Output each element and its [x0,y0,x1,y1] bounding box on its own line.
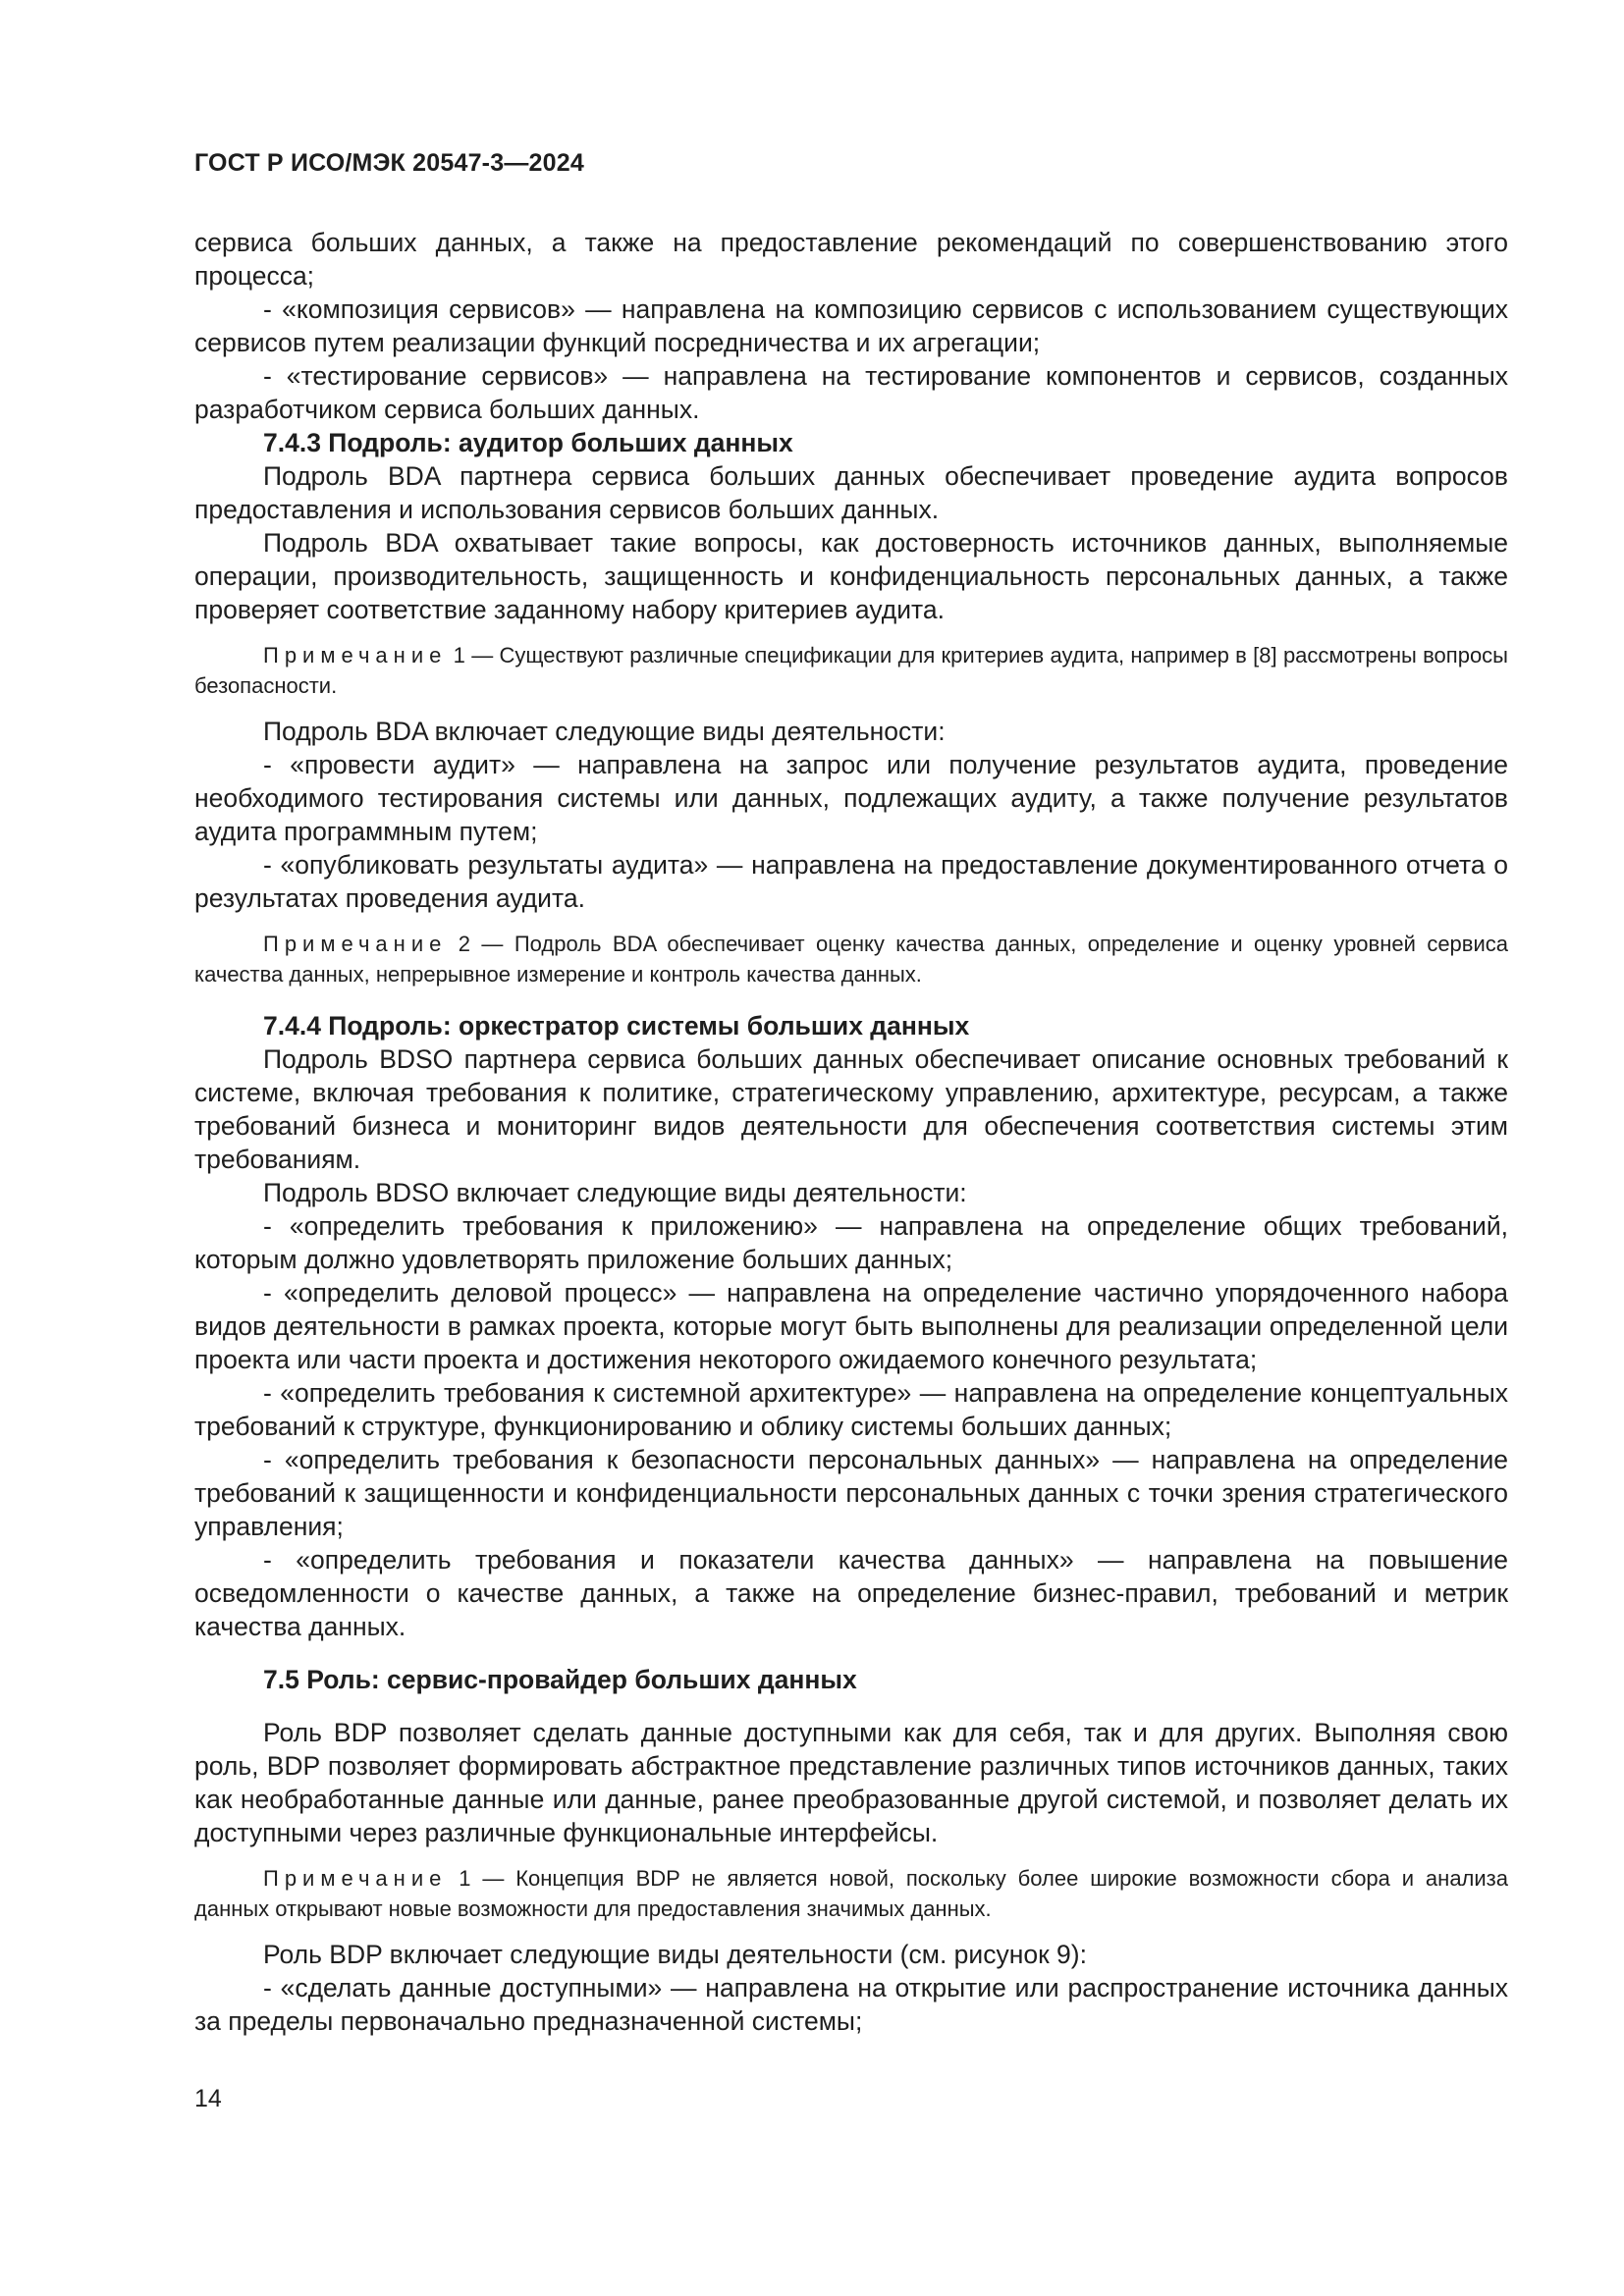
note-1 [194,640,1508,701]
list-item: - «опубликовать результаты аудита» — направлена на предоставление документированного отчета о результатах проведения аудита. [194,850,1508,913]
paragraph: Подроль BDSO партнера сервиса больших данных обеспечивает описание основных требований к системе, включая требования к политике, стратегическому управлению, архитектуре, ресурсам, а также требований бизнеса и мониторинг видов деятельности для обеспечения соответствия системы этим требованиям. [194,1044,1508,1174]
note-label: Примечание [263,932,448,956]
list-item: - «определить требования к безопасности персональных данных» — направлена на определение требований к защищенности и конфиденциальности персональных данных с точки зрения стратегического управления; [194,1445,1508,1541]
paragraph: Подроль BDA партнера сервиса больших данных обеспечивает проведение аудита вопросов предоставления и использования сервисов больших данных. [194,461,1508,524]
paragraph: Роль BDP позволяет сделать данные доступными как для себя, так и для других. Выполняя свою роль, BDP позволяет формировать абстрактное представление различных типов источников данных, таких как необработанные данные или данные, ранее преобразованные другой системой, и позволяет делать их доступными через различные функциональные интерфейсы. [194,1718,1508,1847]
note-2 [194,929,1508,989]
note-3 [194,1863,1508,1924]
list-item: - «определить требования к системной архитектуре» — направлена на определение концептуальных требований к структуре, функционированию и облику системы больших данных; [194,1378,1508,1441]
list-item: - «определить требования к приложению» — направлена на определение общих требований, которым должно удовлетворять приложение больших данных; [194,1211,1508,1274]
note-text: 1 — Существуют различные спецификации для критериев аудита, например в [8] рассмотрены вопросы безопасности. [194,643,1508,698]
list-item: - «композиция сервисов» — направлена на композицию сервисов с использованием существующих сервисов путем реализации функций посредничества и их агрегации; [194,294,1508,357]
list-item: - «определить деловой процесс» — направлена на определение частично упорядоченного набора видов деятельности в рамках проекта, которые могут быть выполнены для реализации определенной цели проекта или части проекта и достижения некоторого ожидаемого конечного результата; [194,1278,1508,1374]
document-body [194,226,1508,2038]
section-heading-7-4-3: 7.4.3 Подроль: аудитор больших данных [263,428,793,457]
page-number: 14 [194,2085,222,2112]
list-item: - «сделать данные доступными» — направлена на открытие или распространение источника данных за пределы первоначально предназначенной системы; [194,1973,1508,2036]
section-heading-7-4-4: 7.4.4 Подроль: оркестратор системы больших данных [263,1011,970,1041]
list-item: - «определить требования и показатели качества данных» — направлена на повышение осведомленности о качестве данных, а также на определение бизнес-правил, требований и метрик качества данных. [194,1545,1508,1641]
list-item: - «провести аудит» — направлена на запрос или получение результатов аудита, проведение необходимого тестирования системы или данных, подлежащих аудиту, а также получение результатов аудита программным путем; [194,750,1508,846]
list-item: - «тестирование сервисов» — направлена на тестирование компонентов и сервисов, созданных разработчиком сервиса больших данных. [194,361,1508,424]
paragraph: Подроль BDA охватывает такие вопросы, как достоверность источников данных, выполняемые операции, производительность, защищенность и конфиденциальность персональных данных, а также проверяет соответствие заданному набору критериев аудита. [194,528,1508,624]
document-header: ГОСТ Р ИСО/МЭК 20547-3—2024 [194,149,584,177]
paragraph: Роль BDP включает следующие виды деятельности (см. рисунок 9): [263,1940,1087,1969]
note-label: Примечание [263,643,448,667]
paragraph: Подроль BDSO включает следующие виды деятельности: [263,1178,967,1207]
note-label: Примечание [263,1866,448,1891]
paragraph: сервиса больших данных, а также на предоставление рекомендаций по совершенствованию этого процесса; [194,228,1508,291]
note-text: 1 — Концепция BDP не является новой, поскольку более широкие возможности сбора и анализа данных открывают новые возможности для предоставления значимых данных. [194,1866,1508,1921]
section-heading-7-5: 7.5 Роль: сервис-провайдер больших данных [263,1665,857,1694]
note-text: 2 — Подроль BDA обеспечивает оценку качества данных, определение и оценку уровней сервиса качества данных, непрерывное измерение и контроль качества данных. [194,932,1508,987]
paragraph: Подроль BDA включает следующие виды деятельности: [263,717,946,746]
